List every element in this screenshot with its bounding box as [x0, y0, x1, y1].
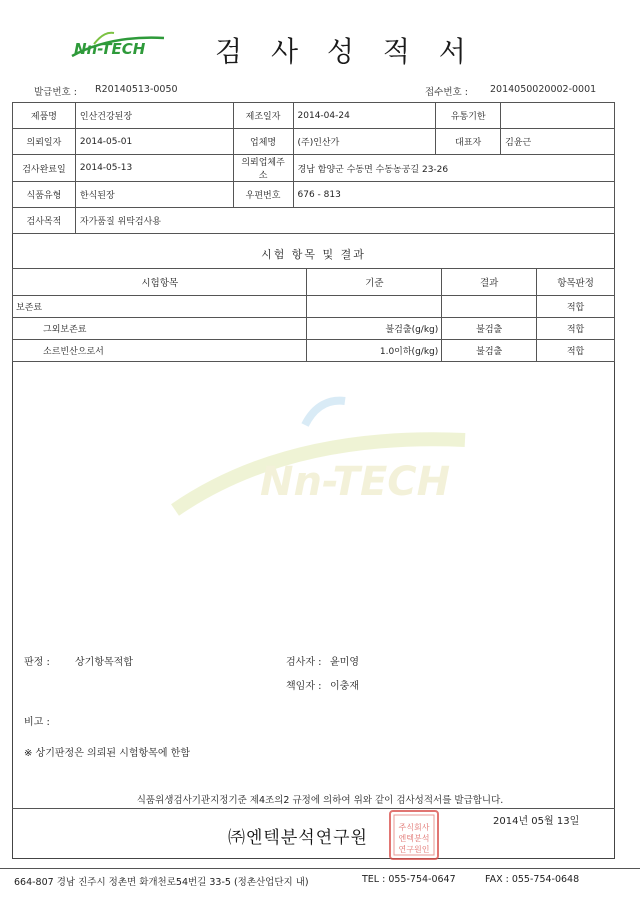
result [442, 296, 537, 318]
product-name-label: 제품명 [13, 103, 76, 129]
manager-label: 책임자 : [286, 681, 322, 692]
company-label: 업체명 [233, 129, 293, 155]
purpose: 자가품질 위탁검사용 [75, 208, 614, 234]
footer-divider [12, 808, 615, 809]
representative-label: 대표자 [436, 129, 501, 155]
judgment: 적합 [537, 296, 615, 318]
mfg-date: 2014-04-24 [293, 103, 436, 129]
standard: 불검출(g/kg) [307, 318, 442, 340]
food-type-label: 식품유형 [13, 182, 76, 208]
judgment: 적합 [537, 340, 615, 362]
test-item: 그외보존료 [13, 318, 307, 340]
org-fax: FAX : 055-754-0648 [485, 874, 580, 885]
org-address: 664-807 경남 진주시 정촌면 화개천로54번길 33-5 (정촌산업단지 내) [14, 877, 309, 888]
org-tel: TEL : 055-754-0647 [362, 874, 456, 885]
expiry-label: 유통기한 [436, 103, 501, 129]
zip-code: 676 - 813 [293, 182, 614, 208]
product-name: 인산건강된장 [75, 103, 233, 129]
issue-statement: 식품위생검사기관지정기준 제4조의2 규정에 의하여 위와 같이 검사성적서를 발급합니다. [136, 795, 504, 806]
results-table [12, 268, 615, 362]
issue-number-label: 발급번호 : [34, 87, 77, 98]
request-date-label: 의뢰일자 [13, 129, 76, 155]
watermark-logo [165, 395, 475, 525]
receipt-number-label: 접수번호 : [425, 87, 468, 98]
client-address: 경남 함양군 수동면 수동농공길 23-26 [293, 155, 614, 182]
header-judgment: 항목판정 [537, 269, 615, 296]
table-row [13, 340, 615, 362]
results-section-title: 시험 항목 및 결과 [12, 242, 615, 269]
standard: 1.0이하(g/kg) [307, 340, 442, 362]
zip-label: 우편번호 [233, 182, 293, 208]
bottom-divider [0, 868, 640, 869]
judgment-value: 상기항목적합 [75, 657, 133, 668]
svg-text:주식회사: 주식회사 [398, 823, 430, 832]
document-title: 검 사 성 적 서 [215, 35, 476, 68]
inspector-label: 검사자 : [286, 657, 322, 668]
table-row [13, 318, 615, 340]
header-test-item: 시험항목 [13, 269, 307, 296]
food-type: 한식된장 [75, 182, 233, 208]
issue-number: R20140513-0050 [95, 84, 178, 95]
request-date: 2014-05-01 [75, 129, 233, 155]
result: 불검출 [442, 318, 537, 340]
issue-date: 2014년 05월 13일 [493, 816, 580, 827]
test-item: 소르빈산으로서 [13, 340, 307, 362]
remarks-note: ※ 상기판정은 의뢰된 시험항목에 한함 [24, 748, 190, 759]
logo-text: Nn-TECH [74, 40, 146, 58]
address-label: 의뢰업체주소 [233, 155, 293, 182]
test-item: 보존료 [13, 296, 307, 318]
standard [307, 296, 442, 318]
header-result: 결과 [442, 269, 537, 296]
receipt-number: 2014050020002-0001 [490, 84, 597, 95]
mfg-date-label: 제조일자 [233, 103, 293, 129]
result: 불검출 [442, 340, 537, 362]
svg-text:연구원인: 연구원인 [398, 845, 430, 854]
representative: 김윤근 [501, 129, 615, 155]
watermark-text: Nn-TECH [260, 459, 451, 505]
info-table [12, 102, 615, 234]
manager-name: 이충재 [330, 681, 359, 692]
remarks-label: 비고 : [24, 717, 50, 728]
judgment-label: 판정 : [24, 657, 50, 668]
company-seal [388, 809, 440, 861]
purpose-label: 검사목적 [13, 208, 76, 234]
header-standard: 기준 [307, 269, 442, 296]
organization-name: ㈜엔텍분석연구원 [228, 828, 368, 848]
company-logo [68, 30, 168, 62]
judgment: 적합 [537, 318, 615, 340]
complete-date-label: 검사완료일 [13, 155, 76, 182]
complete-date: 2014-05-13 [75, 155, 233, 182]
svg-text:엔텍분석: 엔텍분석 [398, 834, 430, 843]
expiry [501, 103, 615, 129]
company: (주)인산가 [293, 129, 436, 155]
inspector-name: 윤미영 [330, 657, 359, 668]
table-row [13, 296, 615, 318]
